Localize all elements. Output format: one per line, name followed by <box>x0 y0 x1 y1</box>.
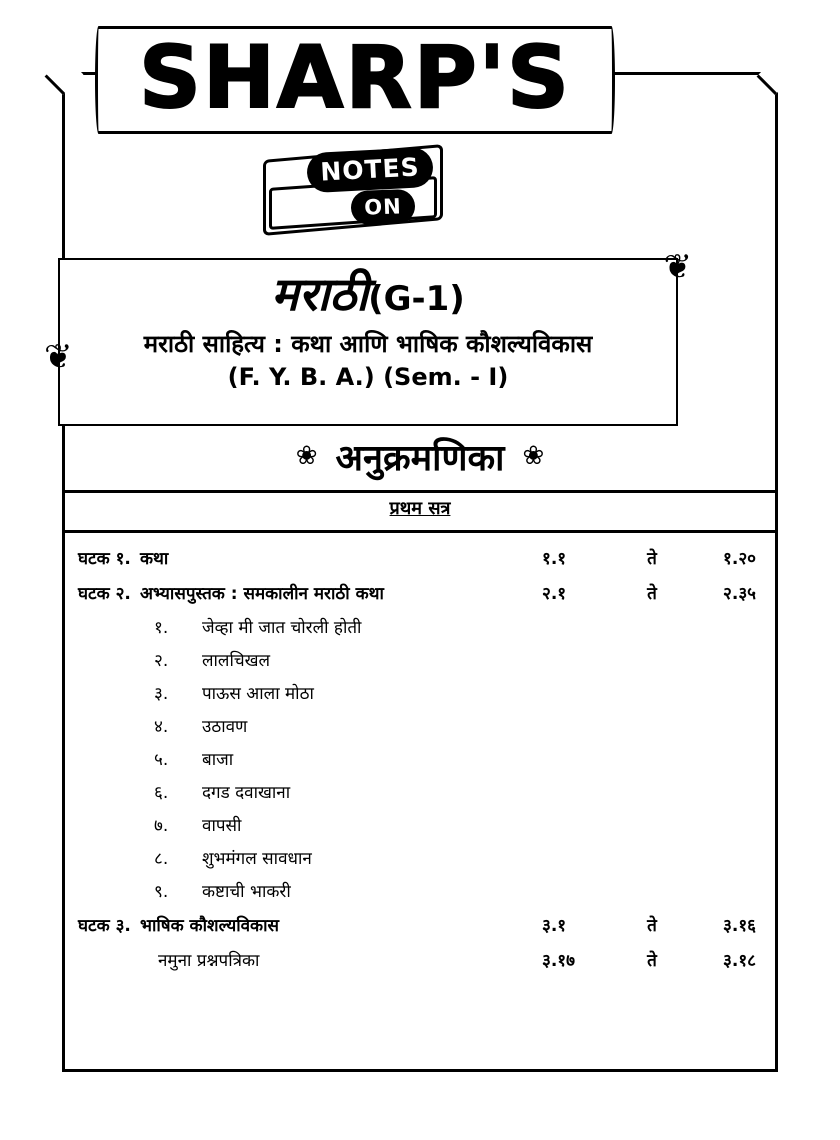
unit-title: अभ्यासपुस्तक : समकालीन मराठी कथा <box>140 584 384 604</box>
ornament-top-right-icon: ❦ <box>663 247 692 287</box>
page-from: ३.१ <box>542 916 567 936</box>
brand-banner <box>95 20 615 140</box>
page-to: २.३५ <box>723 584 756 604</box>
item-number: ८. <box>154 849 169 869</box>
item-title: वापसी <box>202 816 242 836</box>
item-number: ६. <box>154 783 169 803</box>
index-heading <box>62 432 778 483</box>
list-item <box>62 841 778 874</box>
title-block <box>44 247 692 426</box>
page-range-separator: ते <box>647 584 657 604</box>
flower-right-icon: ❀ <box>522 441 545 471</box>
flower-left-icon: ❀ <box>295 441 318 471</box>
notes-on-badge <box>255 142 455 238</box>
list-item <box>62 742 778 775</box>
unit-label: घटक १. <box>78 549 131 569</box>
unit-title: भाषिक कौशल्यविकास <box>140 916 280 936</box>
item-title: शुभमंगल सावधान <box>202 849 312 869</box>
list-item <box>62 610 778 643</box>
brand-name: SHARP'S <box>139 28 571 128</box>
page-to: १.२० <box>723 549 756 569</box>
ornament-bottom-left-icon: ❦ <box>44 337 73 377</box>
on-label: ON <box>350 189 415 225</box>
semester-title: प्रथम सत्र <box>389 498 451 519</box>
item-title: दगड दवाखाना <box>202 783 291 803</box>
item-number: २. <box>154 651 169 671</box>
table-row <box>62 942 778 977</box>
notes-label: NOTES <box>306 147 434 194</box>
unit-title: नमुना प्रश्नपत्रिका <box>158 951 260 971</box>
course-title: (F. Y. B. A.) (Sem. - I) <box>227 363 509 391</box>
item-number: १. <box>154 618 169 638</box>
list-item <box>62 643 778 676</box>
page-from: १.१ <box>542 549 567 569</box>
paper-title: मराठी साहित्य : कथा आणि भाषिक कौशल्यविकास <box>143 330 593 358</box>
item-number: ९. <box>154 882 169 902</box>
item-number: ४. <box>154 717 169 737</box>
page-range-separator: ते <box>647 549 657 569</box>
subject-title-line <box>60 266 676 327</box>
unit-title: कथा <box>140 549 169 569</box>
page-to: ३.१८ <box>723 951 756 971</box>
list-item <box>62 808 778 841</box>
list-item <box>62 874 778 907</box>
publisher-logo <box>95 20 615 238</box>
list-item <box>62 676 778 709</box>
unit-label: घटक ३. <box>78 916 131 936</box>
index-heading-text: अनुक्रमणिका <box>335 438 505 479</box>
divider-top <box>62 490 778 493</box>
item-title: लालचिखल <box>202 651 271 671</box>
page-range-separator: ते <box>647 916 657 936</box>
table-row <box>62 907 778 942</box>
unit-label: घटक २. <box>78 584 131 604</box>
item-number: ३. <box>154 684 169 704</box>
item-title: पाऊस आला मोठा <box>202 684 314 704</box>
item-number: ७. <box>154 816 169 836</box>
page-from: ३.१७ <box>542 951 575 971</box>
item-number: ५. <box>154 750 169 770</box>
table-row <box>62 575 778 610</box>
divider-below-semester <box>62 530 778 533</box>
item-title: उठावण <box>202 717 248 737</box>
item-title: बाजा <box>202 750 234 770</box>
list-item <box>62 709 778 742</box>
subject-title: मराठी <box>271 267 369 321</box>
page-to: ३.१६ <box>723 916 756 936</box>
list-item <box>62 775 778 808</box>
table-row <box>62 540 778 575</box>
table-of-contents <box>62 540 778 977</box>
page-from: २.१ <box>542 584 567 604</box>
page-range-separator: ते <box>647 951 657 971</box>
subject-code: (G-1) <box>368 279 465 319</box>
item-title: कष्टाची भाकरी <box>202 882 291 902</box>
item-title: जेव्हा मी जात चोरली होती <box>202 618 362 638</box>
